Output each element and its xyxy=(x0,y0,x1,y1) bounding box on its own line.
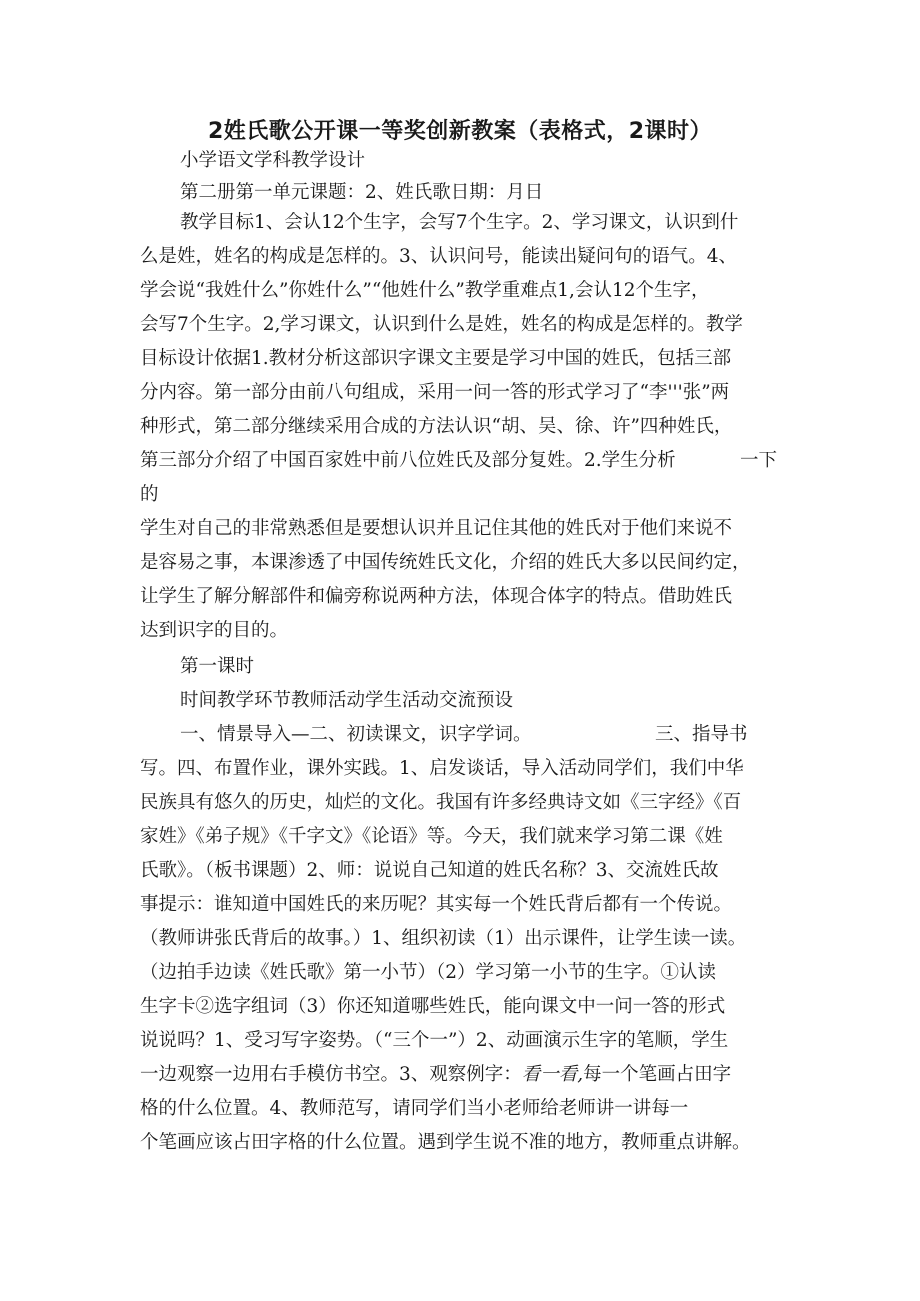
paragraph-line: 民族具有悠久的历史，灿烂的文化。我国有许多经典诗文如《三字经》《百 xyxy=(140,792,742,813)
paragraph-line: 么是姓，姓名的构成是怎样的。3、认识问号，能读出疑问句的语气。4、 xyxy=(140,246,738,267)
paragraph-line: 达到识字的目的。 xyxy=(140,620,289,641)
paragraph-line xyxy=(140,1062,731,1088)
paragraph-line: 的 xyxy=(140,484,159,505)
paragraph-fragment: 一下 xyxy=(740,450,778,471)
paragraph-line: 事提示：谁知道中国姓氏的来历呢？其实每一个姓氏背后都有一个传说。 xyxy=(140,894,733,915)
paragraph-line: 教学目标1、会认12个生字，会写7个生字。2、学习课文，认识到什 xyxy=(180,212,739,233)
text-run: 每一个笔画占田字 xyxy=(583,1064,732,1085)
paragraph-line: 说说吗？1、受习写字姿势。（“三个一”）2、动画演示生字的笔顺，学生 xyxy=(140,1030,729,1051)
paragraph-line: 写。四、布置作业，课外实践。1、启发谈话，导入活动同学们，我们中华 xyxy=(140,758,744,779)
paragraph-line: 氏歌》。（板书课题）2、师：说说自己知道的姓氏名称？3、交流姓氏故 xyxy=(140,860,719,881)
document-title: 2姓氏歌公开课一等奖创新教案（表格式，2课时） xyxy=(207,119,713,144)
paragraph-line: （教师讲张氏背后的故事。）1、组织初读（1）出示课件，让学生读一读。 xyxy=(140,928,747,949)
paragraph-line: 学生对自己的非常熟悉但是要想认识并且记住其他的姓氏对于他们来说不 xyxy=(140,518,733,539)
meta-line: 第二册第一单元课题：2、姓氏歌日期：月日 xyxy=(180,182,544,203)
paragraph-line: 一、情景导入—二、初读课文，识字学词。 xyxy=(180,724,532,745)
text-run: 一边观察一边用右手模仿书空。3、观察例字： xyxy=(140,1064,522,1085)
paragraph-line: （边拍手边读《姓氏歌》第一小节）（2）学习第一小节的生字。①认读 xyxy=(140,962,717,983)
table-header-text: 时间教学环节教师活动学生活动交流预设 xyxy=(180,690,514,711)
paragraph-line: 家姓》《弟子规》《千字文》《论语》等。今天，我们就来学习第二课《姓 xyxy=(140,826,723,847)
paragraph-line: 会写7个生字。2,学习课文，认识到什么是姓，姓名的构成是怎样的。教学 xyxy=(140,314,743,335)
paragraph-line: 格的什么位置。4、教师范写，请同学们当小老师给老师讲一讲每一 xyxy=(140,1098,689,1119)
paragraph-line: 目标设计依据1.教材分析这部识字课文主要是学习中国的姓氏，包括三部 xyxy=(140,348,732,369)
paragraph-line: 让学生了解分解部件和偏旁称说两种方法，体现合体字的特点。借助姓氏 xyxy=(140,586,733,607)
paragraph-line: 第三部分介绍了中国百家姓中前八位姓氏及部分复姓。2.学生分析 xyxy=(140,450,676,471)
paragraph-line: 个笔画应该占田字格的什么位置。遇到学生说不准的地方，教师重点讲解。 xyxy=(140,1132,751,1153)
paragraph-line: 学会说“我姓什么”你姓什么”“他姓什么”教学重难点1,会认12个生字， xyxy=(140,280,710,301)
paragraph-fragment: 三、指导书 xyxy=(655,724,748,745)
subtitle: 小学语文学科教学设计 xyxy=(180,150,366,171)
paragraph-line: 分内容。第一部分由前八句组成，采用一问一答的形式学习了“李'''张”两 xyxy=(140,382,730,403)
italic-text-run: 看一看, xyxy=(521,1064,584,1085)
paragraph-line: 种形式，第二部分继续采用合成的方法认识“胡、吴、徐、许”四种姓氏， xyxy=(140,416,733,437)
paragraph-line: 生字卡②选字组词（3）你还知道哪些姓氏，能向课文中一问一答的形式 xyxy=(140,996,726,1017)
paragraph-line: 是容易之事，本课渗透了中国传统姓氏文化，介绍的姓氏大多以民间约定， xyxy=(140,552,751,573)
section-heading: 第一课时 xyxy=(180,656,255,677)
